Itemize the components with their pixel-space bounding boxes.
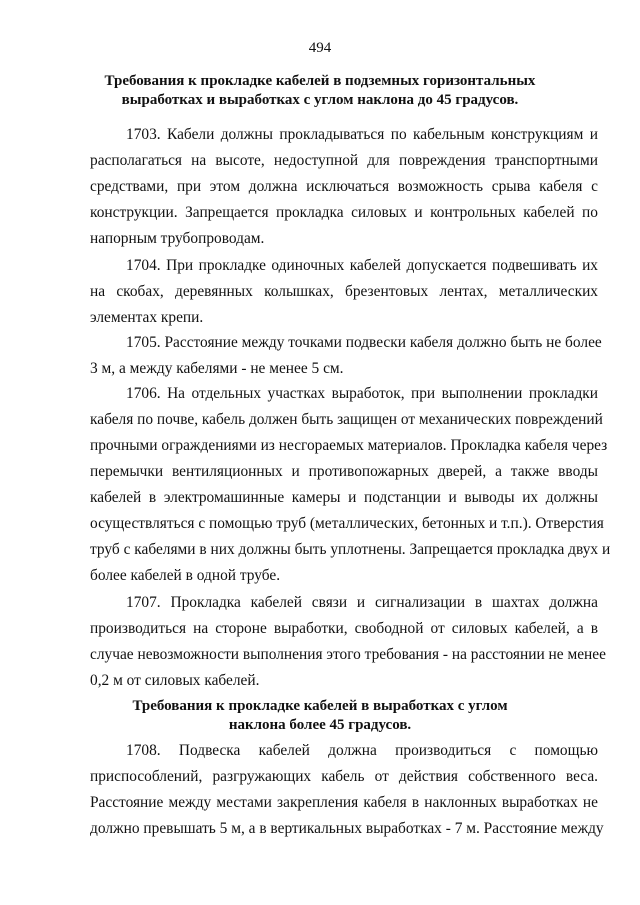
- paragraph-line: 1703. Кабели должны прокладываться по кабельным конструкциям и: [126, 126, 598, 143]
- heading-line: Требования к прокладке кабелей в выработках с углом: [132, 698, 508, 714]
- paragraph-line: перемычки вентиляционных и противопожарных дверей, а также вводы: [90, 463, 598, 480]
- paragraph-line: средствами, при этом должна исключаться возможность срыва кабеля с: [90, 178, 598, 195]
- paragraph-line: кабеля по почве, кабель должен быть защищен от механических повреждений: [90, 411, 603, 428]
- paragraph-line: должно превышать 5 м, а в вертикальных выработках - 7 м. Расстояние между: [90, 820, 604, 837]
- paragraph-line: более кабелей в одной трубе.: [90, 567, 281, 584]
- page-number: 494: [308, 40, 332, 56]
- paragraph-1705: [90, 330, 602, 382]
- heading-line: Требования к прокладке кабелей в подземных горизонтальных: [104, 73, 536, 89]
- paragraph-line: 1706. На отдельных участках выработок, при выполнении прокладки: [126, 385, 598, 402]
- paragraph-line: осуществляться с помощью труб (металлических, бетонных и т.п.). Отверстия: [90, 515, 604, 532]
- paragraph-1703: [90, 122, 598, 252]
- paragraph-line: располагаться на высоте, недоступной для повреждения транспортными: [90, 152, 598, 169]
- paragraph-line: конструкции. Запрещается прокладка силовых и контрольных кабелей по: [90, 204, 598, 221]
- paragraph-line: производиться на стороне выработки, свободной от силовых кабелей, а в: [90, 620, 598, 637]
- heading-line: наклона более 45 градусов.: [228, 717, 412, 733]
- paragraph-1708: [90, 738, 604, 842]
- paragraph-line: 0,2 м от силовых кабелей.: [90, 672, 260, 689]
- paragraph-line: напорным трубопроводам.: [90, 230, 265, 247]
- paragraph-line: 1705. Расстояние между точками подвески кабеля должно быть не более: [126, 334, 602, 351]
- paragraph-line: случае невозможности выполнения этого требования - на расстоянии не менее: [90, 646, 606, 663]
- paragraph-1706: [90, 381, 611, 589]
- paragraph-line: труб с кабелями в них должны быть уплотнены. Запрещается прокладка двух и: [90, 541, 611, 558]
- paragraph-line: кабелей в электромашинные камеры и подстанции и выводы их должны: [90, 489, 598, 506]
- paragraph-line: Расстояние между местами закрепления кабеля в наклонных выработках не: [90, 794, 598, 811]
- paragraph-line: 1708. Подвеска кабелей должна производиться с помощью: [126, 742, 598, 759]
- paragraph-line: 3 м, а между кабелями - не менее 5 см.: [90, 360, 344, 377]
- paragraph-line: прочными ограждениями из несгораемых материалов. Прокладка кабеля через: [90, 437, 608, 454]
- paragraph-line: на скобах, деревянных колышках, брезентовых лентах, металлических: [90, 283, 598, 300]
- paragraph-line: приспособлений, разгружающих кабель от действия собственного веса.: [90, 768, 598, 785]
- paragraph-line: 1704. При прокладке одиночных кабелей допускается подвешивать их: [126, 257, 598, 274]
- section-heading-inclined: [0, 697, 640, 735]
- paragraph-line: элементах крепи.: [90, 309, 204, 326]
- paragraph-1707: [90, 590, 606, 694]
- paragraph-line: 1707. Прокладка кабелей связи и сигнализации в шахтах должна: [126, 594, 598, 611]
- paragraph-1704: [90, 253, 598, 331]
- heading-line: выработках и выработках с углом наклона до 45 градусов.: [121, 92, 519, 108]
- section-heading-horizontal: [0, 72, 640, 110]
